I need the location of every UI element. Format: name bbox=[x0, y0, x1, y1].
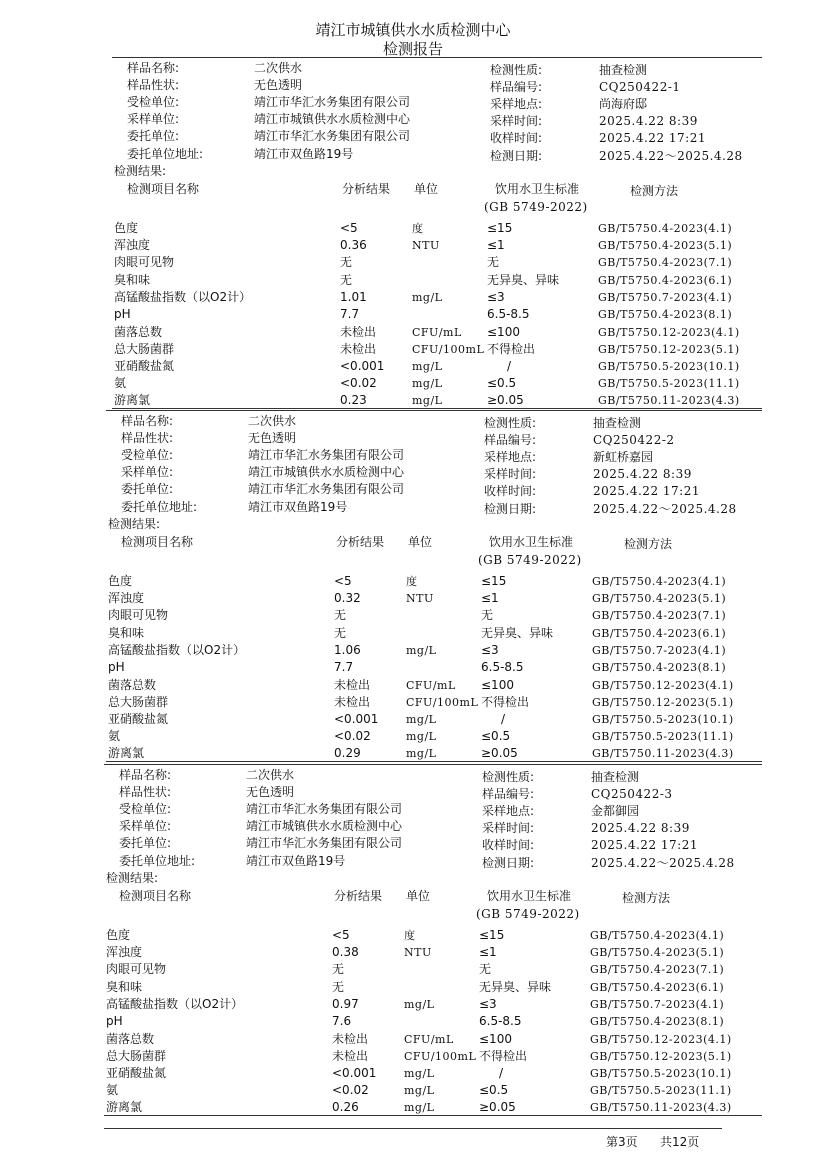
label-sampling-unit: 采样单位: bbox=[121, 465, 174, 479]
cell-method: GB/T5750.4-2023(4.1) bbox=[598, 222, 733, 235]
cell-method: GB/T5750.4-2023(4.1) bbox=[592, 575, 727, 588]
page-number: 第3页 bbox=[606, 1135, 638, 1149]
cell-result: 无 bbox=[332, 962, 345, 976]
section-top-rule bbox=[112, 57, 762, 58]
cell-result: <5 bbox=[332, 928, 350, 942]
cell-standard: ≤3 bbox=[487, 290, 505, 304]
cell-standard: ≤1 bbox=[487, 238, 505, 252]
cell-result: 未检出 bbox=[340, 342, 377, 356]
cell-unit: CFU/100mL bbox=[406, 696, 479, 709]
footer-rule bbox=[104, 1128, 722, 1129]
cell-method: GB/T5750.7-2023(4.1) bbox=[590, 998, 725, 1011]
report-title: 检测报告 bbox=[382, 40, 443, 58]
col-header-method: 检测方法 bbox=[630, 184, 679, 198]
cell-standard: 不得检出 bbox=[487, 342, 536, 356]
cell-unit: 度 bbox=[404, 929, 416, 942]
cell-result: 无 bbox=[332, 980, 345, 994]
cell-result: 无 bbox=[340, 273, 353, 287]
cell-unit: mg/L bbox=[404, 1084, 435, 1097]
cell-unit: mg/L bbox=[412, 291, 443, 304]
sample-section-2 bbox=[0, 353, 826, 760]
value-sampling-time: 2025.4.22 8:39 bbox=[593, 467, 692, 481]
cell-unit: mg/L bbox=[404, 998, 435, 1011]
value-sampling-unit: 靖江市城镇供水水质检测中心 bbox=[246, 819, 403, 833]
value-inspected-unit: 靖江市华汇水务集团有限公司 bbox=[248, 448, 405, 462]
cell-unit: CFU/mL bbox=[406, 679, 456, 692]
value-sample-name: 二次供水 bbox=[254, 61, 303, 75]
label-client-address: 委托单位地址: bbox=[121, 500, 198, 514]
cell-item: 游离氯 bbox=[108, 746, 145, 760]
cell-item: 菌落总数 bbox=[106, 1032, 155, 1046]
col-header-standard: 饮用水卫生标准 bbox=[487, 889, 572, 903]
cell-result: <5 bbox=[340, 221, 358, 235]
cell-unit: mg/L bbox=[406, 713, 437, 726]
cell-result: <0.001 bbox=[334, 712, 379, 726]
cell-result: <0.02 bbox=[332, 1083, 369, 1097]
cell-result: 0.26 bbox=[332, 1100, 359, 1114]
cell-method: GB/T5750.4-2023(8.1) bbox=[598, 308, 733, 321]
col-header-method: 检测方法 bbox=[624, 537, 673, 551]
cell-method: GB/T5750.5-2023(10.1) bbox=[592, 713, 734, 726]
cell-standard: 6.5-8.5 bbox=[481, 660, 524, 674]
cell-standard: ≤0.5 bbox=[487, 376, 517, 390]
cell-item: 臭和味 bbox=[114, 273, 151, 287]
cell-item: 色度 bbox=[114, 221, 139, 235]
label-receive-time: 收样时间: bbox=[482, 838, 535, 852]
value-sample-no: CQ250422-1 bbox=[599, 80, 681, 94]
col-header-unit: 单位 bbox=[408, 535, 433, 549]
value-sampling-unit: 靖江市城镇供水水质检测中心 bbox=[248, 465, 405, 479]
cell-result: 0.38 bbox=[332, 945, 359, 959]
cell-item: pH bbox=[114, 307, 131, 321]
cell-result: 0.97 bbox=[332, 997, 359, 1011]
cell-unit: mg/L bbox=[406, 644, 437, 657]
col-header-result: 分析结果 bbox=[342, 182, 391, 196]
cell-result: 0.36 bbox=[340, 238, 367, 252]
value-client-address: 靖江市双鱼路19号 bbox=[248, 500, 348, 514]
value-receive-time: 2025.4.22 17:21 bbox=[591, 838, 698, 852]
value-test-date: 2025.4.22～2025.4.28 bbox=[599, 149, 743, 163]
cell-unit: 度 bbox=[412, 222, 424, 235]
value-sample-name: 二次供水 bbox=[248, 414, 297, 428]
col-header-item: 检测项目名称 bbox=[127, 182, 200, 196]
cell-item: 浑浊度 bbox=[108, 591, 145, 605]
cell-standard: ≤100 bbox=[481, 678, 514, 692]
cell-method: GB/T5750.5-2023(11.1) bbox=[598, 377, 740, 390]
cell-unit: mg/L bbox=[406, 747, 437, 760]
cell-standard: ≤3 bbox=[479, 997, 497, 1011]
cell-unit: mg/L bbox=[412, 394, 443, 407]
cell-standard: 无异臭、异味 bbox=[481, 626, 554, 640]
cell-result: <0.02 bbox=[340, 376, 377, 390]
label-sample-no: 样品编号: bbox=[482, 787, 535, 801]
org-title: 靖江市城镇供水水质检测中心 bbox=[315, 21, 511, 39]
value-sample-name: 二次供水 bbox=[246, 768, 295, 782]
cell-result: <0.02 bbox=[334, 729, 371, 743]
label-sampling-time: 采样时间: bbox=[484, 467, 537, 481]
cell-standard: ≥0.05 bbox=[481, 746, 518, 760]
cell-item: 臭和味 bbox=[108, 626, 145, 640]
cell-result: <0.001 bbox=[332, 1066, 377, 1080]
cell-method: GB/T5750.4-2023(8.1) bbox=[590, 1015, 725, 1028]
cell-result: 7.7 bbox=[334, 660, 354, 674]
label-sample-name: 样品名称: bbox=[127, 61, 180, 75]
label-receive-time: 收样时间: bbox=[490, 131, 543, 145]
cell-method: GB/T5750.12-2023(5.1) bbox=[590, 1050, 732, 1063]
cell-unit: CFU/100mL bbox=[404, 1050, 477, 1063]
cell-method: GB/T5750.4-2023(7.1) bbox=[598, 256, 733, 269]
cell-method: GB/T5750.4-2023(5.1) bbox=[590, 946, 725, 959]
label-test-nature: 检测性质: bbox=[484, 416, 537, 430]
cell-method: GB/T5750.12-2023(4.1) bbox=[590, 1033, 732, 1046]
label-client-unit: 委托单位: bbox=[127, 129, 180, 143]
cell-method: GB/T5750.5-2023(10.1) bbox=[590, 1067, 732, 1080]
section-bottom-rule bbox=[104, 1115, 762, 1116]
cell-standard: ≤100 bbox=[479, 1032, 512, 1046]
cell-result: 7.6 bbox=[332, 1014, 352, 1028]
cell-result: <0.001 bbox=[340, 359, 385, 373]
col-header-standard-code: (GB 5749-2022) bbox=[484, 200, 588, 214]
col-header-result: 分析结果 bbox=[336, 535, 385, 549]
label-test-date: 检测日期: bbox=[484, 502, 537, 516]
value-test-nature: 抽查检测 bbox=[591, 770, 640, 784]
col-header-item: 检测项目名称 bbox=[121, 535, 194, 549]
cell-method: GB/T5750.12-2023(5.1) bbox=[592, 696, 734, 709]
value-sample-property: 无色透明 bbox=[248, 431, 297, 445]
cell-method: GB/T5750.11-2023(4.3) bbox=[598, 394, 740, 407]
value-client-address: 靖江市双鱼路19号 bbox=[254, 147, 354, 161]
cell-unit: mg/L bbox=[404, 1067, 435, 1080]
value-sample-no: CQ250422-3 bbox=[591, 787, 673, 801]
value-sample-no: CQ250422-2 bbox=[593, 433, 675, 447]
cell-standard: 无异臭、异味 bbox=[479, 980, 552, 994]
value-test-nature: 抽查检测 bbox=[593, 416, 642, 430]
cell-item: 菌落总数 bbox=[108, 678, 157, 692]
label-sample-no: 样品编号: bbox=[490, 80, 543, 94]
cell-unit: CFU/100mL bbox=[412, 343, 485, 356]
value-receive-time: 2025.4.22 17:21 bbox=[593, 484, 700, 498]
cell-item: 亚硝酸盐氮 bbox=[114, 359, 175, 373]
value-sampling-time: 2025.4.22 8:39 bbox=[591, 821, 690, 835]
cell-item: 臭和味 bbox=[106, 980, 143, 994]
sample-section-3 bbox=[0, 707, 826, 1114]
cell-method: GB/T5750.4-2023(6.1) bbox=[598, 274, 733, 287]
value-client-address: 靖江市双鱼路19号 bbox=[246, 854, 346, 868]
cell-unit: NTU bbox=[404, 946, 432, 959]
cell-result: 1.06 bbox=[334, 643, 361, 657]
col-header-standard: 饮用水卫生标准 bbox=[489, 535, 574, 549]
cell-standard: ≤3 bbox=[481, 643, 499, 657]
label-test-nature: 检测性质: bbox=[482, 770, 535, 784]
label-test-date: 检测日期: bbox=[490, 149, 543, 163]
cell-method: GB/T5750.7-2023(4.1) bbox=[598, 291, 733, 304]
value-sampling-site: 金都御园 bbox=[591, 804, 640, 818]
col-header-item: 检测项目名称 bbox=[119, 889, 192, 903]
cell-method: GB/T5750.7-2023(4.1) bbox=[592, 644, 727, 657]
cell-standard: 无 bbox=[487, 255, 500, 269]
label-test-nature: 检测性质: bbox=[490, 63, 543, 77]
cell-unit: 度 bbox=[406, 575, 418, 588]
cell-item: pH bbox=[106, 1014, 123, 1028]
cell-item: 总大肠菌群 bbox=[108, 695, 169, 709]
value-sampling-site: 新虹桥嘉园 bbox=[593, 450, 654, 464]
cell-item: 色度 bbox=[108, 574, 133, 588]
label-receive-time: 收样时间: bbox=[484, 484, 537, 498]
col-header-unit: 单位 bbox=[414, 182, 439, 196]
cell-method: GB/T5750.5-2023(10.1) bbox=[598, 360, 740, 373]
value-client-unit: 靖江市华汇水务集团有限公司 bbox=[248, 482, 405, 496]
cell-item: 肉眼可见物 bbox=[114, 255, 175, 269]
cell-unit: mg/L bbox=[412, 360, 443, 373]
value-client-unit: 靖江市华汇水务集团有限公司 bbox=[254, 129, 411, 143]
cell-result: 无 bbox=[334, 626, 347, 640]
cell-result: 未检出 bbox=[340, 325, 377, 339]
cell-standard: 6.5-8.5 bbox=[479, 1014, 522, 1028]
cell-result: 0.23 bbox=[340, 393, 367, 407]
cell-method: GB/T5750.4-2023(5.1) bbox=[592, 592, 727, 605]
label-sampling-site: 采样地点: bbox=[482, 804, 535, 818]
label-sampling-unit: 采样单位: bbox=[119, 819, 172, 833]
col-header-standard: 饮用水卫生标准 bbox=[495, 182, 580, 196]
cell-result: 无 bbox=[334, 608, 347, 622]
cell-item: 高锰酸盐指数（以O2计） bbox=[114, 290, 252, 304]
results-label: 检测结果: bbox=[106, 871, 159, 885]
label-sampling-time: 采样时间: bbox=[482, 821, 535, 835]
cell-item: 亚硝酸盐氮 bbox=[106, 1066, 167, 1080]
cell-method: GB/T5750.11-2023(4.3) bbox=[590, 1101, 732, 1114]
cell-unit: mg/L bbox=[412, 377, 443, 390]
cell-standard: ≤15 bbox=[481, 574, 507, 588]
label-inspected-unit: 受检单位: bbox=[119, 802, 172, 816]
cell-standard: 无异臭、异味 bbox=[487, 273, 560, 287]
value-sampling-site: 尚海府邸 bbox=[599, 97, 648, 111]
cell-result: 1.01 bbox=[340, 290, 367, 304]
cell-item: 肉眼可见物 bbox=[108, 608, 169, 622]
label-inspected-unit: 受检单位: bbox=[127, 95, 180, 109]
cell-result: 未检出 bbox=[334, 695, 371, 709]
cell-item: 亚硝酸盐氮 bbox=[108, 712, 169, 726]
label-client-unit: 委托单位: bbox=[119, 836, 172, 850]
value-receive-time: 2025.4.22 17:21 bbox=[599, 131, 706, 145]
cell-item: 游离氯 bbox=[114, 393, 151, 407]
cell-method: GB/T5750.4-2023(4.1) bbox=[590, 929, 725, 942]
cell-unit: CFU/mL bbox=[412, 326, 462, 339]
cell-result: <5 bbox=[334, 574, 352, 588]
label-client-unit: 委托单位: bbox=[121, 482, 174, 496]
label-inspected-unit: 受检单位: bbox=[121, 448, 174, 462]
label-sample-no: 样品编号: bbox=[484, 433, 537, 447]
cell-standard: ≤15 bbox=[487, 221, 513, 235]
label-sampling-time: 采样时间: bbox=[490, 114, 543, 128]
cell-result: 7.7 bbox=[340, 307, 360, 321]
label-sampling-site: 采样地点: bbox=[484, 450, 537, 464]
cell-unit: mg/L bbox=[406, 730, 437, 743]
cell-item: 氨 bbox=[108, 729, 121, 743]
value-sampling-time: 2025.4.22 8:39 bbox=[599, 114, 698, 128]
cell-item: 氨 bbox=[114, 376, 127, 390]
value-sampling-unit: 靖江市城镇供水水质检测中心 bbox=[254, 112, 411, 126]
cell-result: 未检出 bbox=[334, 678, 371, 692]
cell-result: 未检出 bbox=[332, 1032, 369, 1046]
cell-item: pH bbox=[108, 660, 125, 674]
label-sampling-unit: 采样单位: bbox=[127, 112, 180, 126]
value-test-nature: 抽查检测 bbox=[599, 63, 648, 77]
page-total: 共12页 bbox=[660, 1135, 700, 1149]
label-sampling-site: 采样地点: bbox=[490, 97, 543, 111]
col-header-result: 分析结果 bbox=[334, 889, 383, 903]
label-client-address: 委托单位地址: bbox=[119, 854, 196, 868]
col-header-method: 检测方法 bbox=[622, 891, 671, 905]
cell-standard: ≤1 bbox=[481, 591, 499, 605]
cell-standard: ≥0.05 bbox=[487, 393, 524, 407]
value-inspected-unit: 靖江市华汇水务集团有限公司 bbox=[246, 802, 403, 816]
cell-standard: 不得检出 bbox=[479, 1049, 528, 1063]
label-sample-property: 样品性状: bbox=[121, 431, 174, 445]
section-top-rule bbox=[106, 410, 762, 411]
results-label: 检测结果: bbox=[114, 164, 167, 178]
cell-unit: mg/L bbox=[404, 1101, 435, 1114]
cell-result: 0.32 bbox=[334, 591, 361, 605]
cell-result: 未检出 bbox=[332, 1049, 369, 1063]
cell-item: 高锰酸盐指数（以O2计） bbox=[108, 643, 246, 657]
cell-method: GB/T5750.4-2023(7.1) bbox=[592, 609, 727, 622]
value-client-unit: 靖江市华汇水务集团有限公司 bbox=[246, 836, 403, 850]
cell-result: 0.29 bbox=[334, 746, 361, 760]
col-header-unit: 单位 bbox=[406, 889, 431, 903]
cell-item: 浑浊度 bbox=[106, 945, 143, 959]
label-client-address: 委托单位地址: bbox=[127, 147, 204, 161]
section-top-rule bbox=[104, 764, 762, 765]
cell-method: GB/T5750.4-2023(5.1) bbox=[598, 239, 733, 252]
value-test-date: 2025.4.22～2025.4.28 bbox=[593, 502, 737, 516]
cell-item: 游离氯 bbox=[106, 1100, 143, 1114]
label-sample-property: 样品性状: bbox=[127, 78, 180, 92]
cell-standard: 无 bbox=[481, 608, 494, 622]
cell-standard: 不得检出 bbox=[481, 695, 530, 709]
cell-result: 无 bbox=[340, 255, 353, 269]
cell-standard: / bbox=[507, 359, 512, 373]
cell-item: 高锰酸盐指数（以O2计） bbox=[106, 997, 244, 1011]
col-header-standard-code: (GB 5749-2022) bbox=[478, 553, 582, 567]
cell-standard: ≤15 bbox=[479, 928, 505, 942]
value-sample-property: 无色透明 bbox=[246, 785, 295, 799]
cell-unit: NTU bbox=[412, 239, 440, 252]
cell-standard: 无 bbox=[479, 962, 492, 976]
cell-method: GB/T5750.4-2023(6.1) bbox=[590, 981, 725, 994]
label-test-date: 检测日期: bbox=[482, 856, 535, 870]
value-test-date: 2025.4.22～2025.4.28 bbox=[591, 856, 735, 870]
label-sample-name: 样品名称: bbox=[119, 768, 172, 782]
cell-item: 菌落总数 bbox=[114, 325, 163, 339]
cell-method: GB/T5750.12-2023(5.1) bbox=[598, 343, 740, 356]
results-label: 检测结果: bbox=[108, 517, 161, 531]
cell-standard: / bbox=[501, 712, 506, 726]
cell-standard: / bbox=[499, 1066, 504, 1080]
cell-method: GB/T5750.5-2023(11.1) bbox=[590, 1084, 732, 1097]
label-sample-name: 样品名称: bbox=[121, 414, 174, 428]
cell-standard: ≤0.5 bbox=[479, 1083, 509, 1097]
cell-method: GB/T5750.4-2023(7.1) bbox=[590, 963, 725, 976]
value-inspected-unit: 靖江市华汇水务集团有限公司 bbox=[254, 95, 411, 109]
cell-unit: NTU bbox=[406, 592, 434, 605]
value-sample-property: 无色透明 bbox=[254, 78, 303, 92]
cell-method: GB/T5750.4-2023(6.1) bbox=[592, 627, 727, 640]
cell-standard: ≥0.05 bbox=[479, 1100, 516, 1114]
cell-item: 肉眼可见物 bbox=[106, 962, 167, 976]
cell-method: GB/T5750.11-2023(4.3) bbox=[592, 747, 734, 760]
cell-item: 总大肠菌群 bbox=[106, 1049, 167, 1063]
cell-method: GB/T5750.5-2023(11.1) bbox=[592, 730, 734, 743]
cell-standard: ≤0.5 bbox=[481, 729, 511, 743]
cell-method: GB/T5750.12-2023(4.1) bbox=[598, 326, 740, 339]
col-header-standard-code: (GB 5749-2022) bbox=[476, 907, 580, 921]
cell-standard: ≤100 bbox=[487, 325, 520, 339]
cell-item: 浑浊度 bbox=[114, 238, 151, 252]
cell-standard: ≤1 bbox=[479, 945, 497, 959]
sample-section-1 bbox=[0, 0, 826, 407]
cell-method: GB/T5750.4-2023(8.1) bbox=[592, 661, 727, 674]
cell-method: GB/T5750.12-2023(4.1) bbox=[592, 679, 734, 692]
cell-item: 色度 bbox=[106, 928, 131, 942]
cell-standard: 6.5-8.5 bbox=[487, 307, 530, 321]
cell-unit: CFU/mL bbox=[404, 1033, 454, 1046]
cell-item: 氨 bbox=[106, 1083, 119, 1097]
cell-item: 总大肠菌群 bbox=[114, 342, 175, 356]
label-sample-property: 样品性状: bbox=[119, 785, 172, 799]
